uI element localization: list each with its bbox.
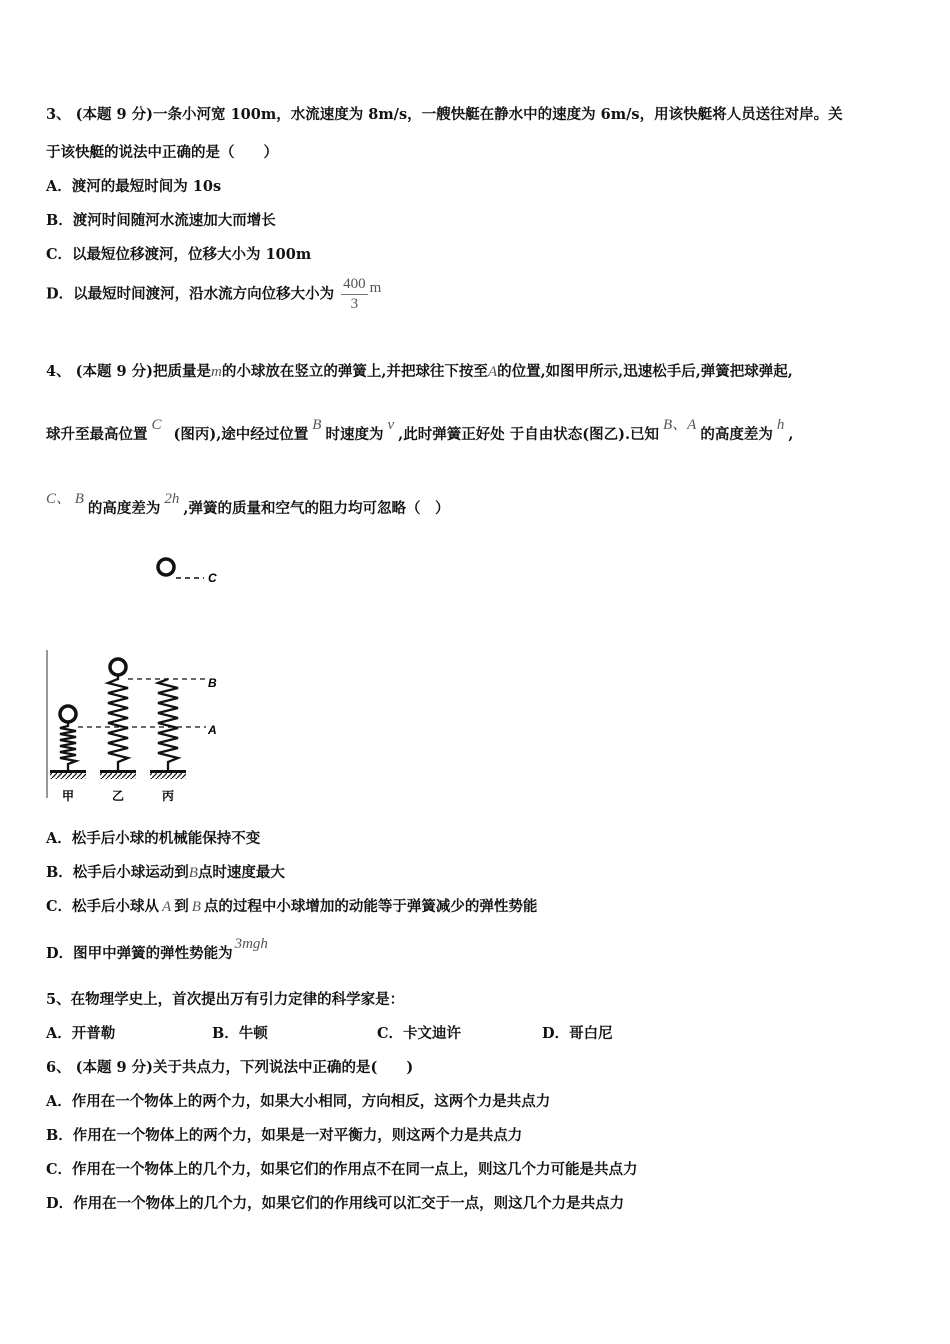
spring-yi [108,675,128,770]
q4-option-c [46,895,537,916]
label-jia: 甲 [61,789,75,803]
q4-text: (图丙),途中经过位置 [173,426,309,443]
math-h: h [776,417,785,433]
q4-text: 球升至最高位置 [46,426,148,443]
q4-option-d-text: D．图甲中弹簧的弹性势能为 [46,945,233,962]
math-v: v [387,417,395,433]
math-BA: B、A [663,417,697,433]
q4-option-b-text: B．松手后小球运动到 [46,864,189,881]
q6-option-d: D．作用在一个物体上的几个力，如果它们的作用线可以汇交于一点，则这几个力是共点力 [46,1195,625,1212]
math-CB: C、 B [46,491,84,507]
ball-jia [60,706,76,722]
q3-option-b: B．渡河时间随河水流速加大而增长 [46,212,276,229]
q4-text: , [788,426,794,443]
ball-c [158,559,174,575]
q5-option-a: A．开普勒 [46,1025,116,1042]
q5-stem: 5、在物理学史上，首次提出万有引力定律的科学家是： [46,991,405,1008]
math-C: C [151,417,162,433]
label-bing: 丙 [161,789,175,803]
spring-jia [60,722,76,770]
label-b: B [208,676,217,690]
q4-text: ,此时弹簧正好处 于自由状态(图乙).已知 [398,426,660,443]
math-3mgh: 3mgh [234,936,268,952]
q3-option-c: C．以最短位移渡河，位移大小为 100m [46,246,312,263]
q5-option-b: B．牛顿 [212,1025,268,1042]
q6-option-c: C．作用在一个物体上的几个力，如果它们的作用点不在同一点上，则这几个力可能是共点力 [46,1161,638,1178]
fraction-denominator: 3 [350,296,359,312]
q6-stem: 6、 (本题 9 分)关于共点力，下列说法中正确的是( ) [46,1059,414,1076]
q4-stem-line1 [46,360,793,381]
base-yi-hatch [100,773,136,779]
math-2h: 2h [164,491,180,507]
q4-text: 的高度差为 [700,426,773,443]
q6-option-a: A．作用在一个物体上的两个力，如果大小相同，方向相反，这两个力是共点力 [46,1093,551,1110]
q4-text: ,弹簧的质量和空气的阻力均可忽略（ ） [183,500,450,517]
math-B: B [191,899,201,915]
q5-option-d: D．哥白尼 [542,1025,613,1042]
q4-option-b-text: 点时速度最大 [197,864,285,881]
label-c: C [208,571,217,585]
math-B: B [312,417,322,433]
base-jia-hatch [50,773,86,779]
q4-stem-line2 [46,417,794,444]
base-yi [100,770,136,773]
q4-text: 时速度为 [325,426,384,443]
ball-yi [110,659,126,675]
q3-stem-line2: 于该快艇的说法中正确的是（ ） [46,144,278,161]
q6-option-b: B．作用在一个物体上的两个力，如果是一对平衡力，则这两个力是共点力 [46,1127,523,1144]
math-A: A [162,899,172,915]
q3-option-d-text: D．以最短时间渡河，沿水流方向位移大小为 [46,285,335,303]
label-a: A [208,723,217,737]
q4-text: 的位置,如图甲所示,迅速松手后,弹簧把球弹起, [497,363,793,380]
q5-option-c: C．卡文迪许 [377,1025,462,1042]
q4-option-c-text: 到 [174,898,189,915]
base-bing-hatch [150,773,186,779]
label-yi: 乙 [111,789,125,803]
base-jia [50,770,86,773]
q4-option-b [46,861,285,882]
q3-option-d [46,276,381,313]
q4-option-c-text: 点的过程中小球增加的动能等于弹簧减少的弹性势能 [203,898,538,915]
math-A: A [487,364,498,380]
q3-option-d-unit: m [369,279,382,296]
q4-option-a: A．松手后小球的机械能保持不变 [46,830,261,847]
q3-option-d-fraction [341,276,368,313]
spring-bing [158,679,178,770]
q4-text: 的高度差为 [87,500,161,517]
q4-stem-line3 [46,491,450,518]
base-bing [150,770,186,773]
q4-option-d [46,936,268,963]
q4-text: 的小球放在竖立的弹簧上,并把球往下按至 [221,363,488,380]
q3-option-a: A．渡河的最短时间为 10s [46,178,222,195]
spring-ball-figure [42,548,242,808]
math-m: m [211,364,222,380]
q3-stem-line1: 3、 (本题 9 分)一条小河宽 100m，水流速度为 8m/s，一艘快艇在静水中的速度为 6m/s，用该快艇将人员送往对岸。关 [46,106,843,123]
fraction-numerator: 400 [341,276,368,295]
math-B: B [188,865,198,881]
q4-option-c-text: C．松手后小球从 [46,898,160,915]
q4-text: 4、 (本题 9 分)把质量是 [46,363,212,380]
